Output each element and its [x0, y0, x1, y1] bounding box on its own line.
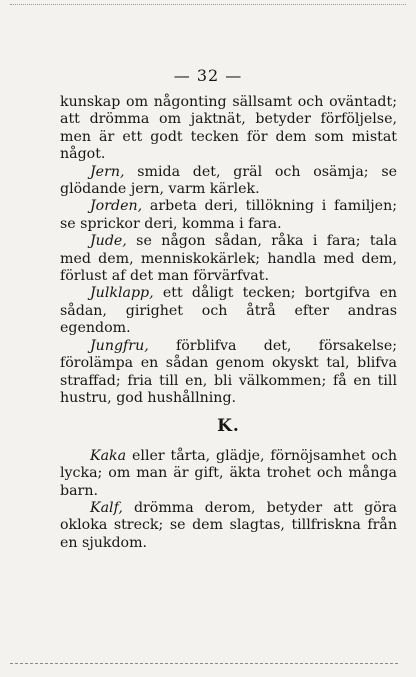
entry-kalf [60, 500, 397, 552]
headword: Jungfru, [90, 337, 149, 354]
entry-text: se någon sådan, råka i fara; tala med dem, menniskokärlek; handla med dem, förlust af det man förvärfvat. [60, 233, 397, 285]
entry-jorden [60, 198, 397, 233]
headword: Jude, [90, 233, 127, 250]
entry-jungfru [60, 338, 397, 408]
headword: Jorden, [90, 198, 143, 215]
headword: Kaka [90, 447, 127, 464]
top-edge-rule [10, 4, 406, 5]
entry-text: drömma derom, betyder att göra okloka streck; se dem slagtas, tillfriskna från en sjukdom. [60, 499, 397, 551]
entry-text: förblifva det, försakelse; förolämpa en sådan genom okyskt tal, blifva straffad; fria till en, bli välkommen; få en till hustru, god hushållning. [60, 337, 397, 406]
paragraph-text: kunskap om någonting sällsamt och oväntadt; att drömma om jaktnät, betyder förföljelse, men är ett godt tecken för dem som mistat något. [60, 94, 397, 163]
entry-text: ett dåligt tecken; bortgifva en sådan, girighet och åtrå efter andras egendom. [60, 285, 397, 337]
entry-kaka [60, 448, 397, 500]
entry-text: arbeta deri, tillökning i familjen; se sprickor deri, komma i fara. [60, 198, 397, 232]
entry-text: eller tårta, glädje, förnöjsamhet och lycka; om man är gift, äkta trohet och många barn. [60, 447, 397, 499]
bottom-edge-rule [10, 663, 398, 664]
entry-jude [60, 233, 397, 285]
entry-text: smida det, gräl och osämja; se glödande jern, varm kärlek. [60, 163, 397, 198]
headword: Julklapp, [90, 285, 154, 302]
headword: Jern, [90, 163, 125, 180]
page-number: — 32 — [173, 66, 243, 85]
headword: Kalf, [90, 499, 123, 516]
paragraph-continuation [60, 94, 397, 164]
entry-julklapp [60, 285, 397, 337]
section-heading: K. [217, 416, 240, 437]
text-block [60, 94, 397, 552]
entry-jern [60, 164, 397, 199]
